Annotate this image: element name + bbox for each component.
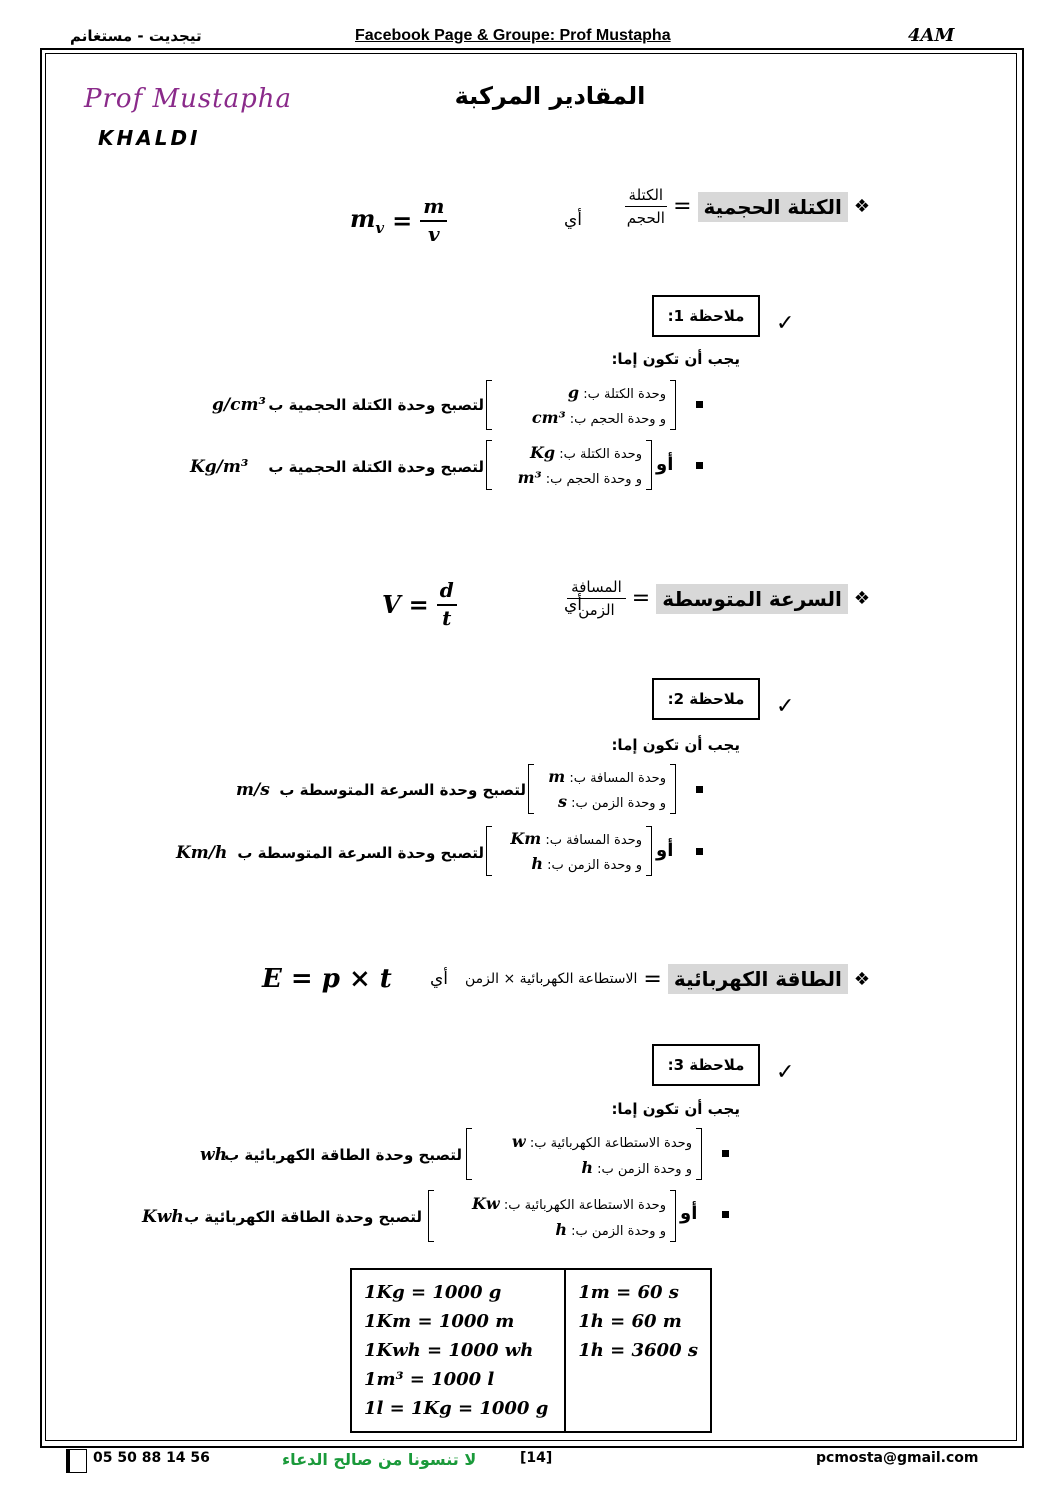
formula-num: d: [437, 578, 457, 606]
or-label: أو: [656, 454, 674, 475]
unit-label: و وحدة الزمن ب:: [597, 1161, 692, 1177]
unit-label: وحدة الكتلة ب:: [559, 447, 642, 462]
ay-label: أي: [430, 969, 449, 989]
conversion-line: 1h = 3600 s: [578, 1340, 698, 1361]
check-icon: ✓: [776, 694, 795, 719]
note-box: ملاحظة 2:: [652, 678, 760, 720]
formula-lhs: m: [350, 203, 376, 233]
result-unit: Kg/m³: [190, 457, 249, 477]
result-unit: m/s: [236, 780, 270, 800]
energy-formula: E = p × t: [262, 964, 392, 994]
fraction-denominator: الحجم: [626, 209, 665, 227]
formula-sub: v: [375, 218, 385, 237]
logo-name: Prof Mustapha: [84, 84, 293, 114]
unit-option: [528, 764, 676, 814]
must-be-label: يجب أن تكون إما:: [611, 736, 740, 754]
header-facebook: Facebook Page & Groupe: Prof Mustapha: [355, 27, 671, 44]
formula-den: v: [428, 222, 440, 246]
formula-num: m: [420, 194, 447, 222]
unit-value: g: [567, 383, 580, 402]
phone-icon: [66, 1449, 87, 1473]
conversion-line: 1h = 60 m: [578, 1311, 682, 1332]
result-text: لتصبح وحدة الكتلة الحجمية ب: [268, 458, 484, 476]
unit-value: h: [581, 1157, 593, 1177]
conversion-line: 1m = 60 s: [578, 1282, 679, 1303]
section-speed-heading: [567, 578, 870, 619]
unit-option: [486, 826, 652, 876]
energy-expression: الاستطاعة الكهربائية × الزمن: [464, 971, 638, 987]
fraction-denominator: الزمن: [578, 601, 615, 619]
unit-option: [466, 1128, 702, 1180]
unit-label: وحدة المسافة ب:: [569, 771, 666, 786]
unit-value: s: [557, 792, 567, 811]
section-name: الكتلة الحجمية: [698, 192, 848, 222]
conversion-line: 1Kg = 1000 g: [364, 1282, 502, 1303]
result-text: لتصبح وحدة الكتلة الحجمية ب: [268, 396, 484, 414]
conversion-line: 1Kwh = 1000 wh: [364, 1340, 534, 1361]
unit-value: m: [548, 767, 566, 786]
unit-label: و وحدة الزمن ب:: [571, 796, 666, 811]
unit-option: [486, 440, 652, 490]
equals-sign: =: [673, 194, 692, 219]
unit-value: w: [511, 1131, 526, 1151]
page-title: المقادير المركبة: [454, 82, 646, 110]
footer-email: pcmosta@gmail.com: [816, 1450, 979, 1466]
page-number: [14]: [520, 1450, 553, 1466]
ay-label: أي: [564, 595, 583, 615]
conversion-line: 1Km = 1000 m: [364, 1311, 515, 1332]
result-text: لتصبح وحدة الطاقة الكهربائية ب: [184, 1208, 422, 1226]
square-bullet-icon: [722, 1150, 729, 1157]
result-unit: Kwh: [142, 1207, 184, 1227]
speed-formula: V = $\frac{d}{t}$: [382, 578, 457, 630]
unit-label: وحدة الاستطاعة الكهربائية ب:: [529, 1135, 692, 1151]
unit-option: [428, 1190, 676, 1242]
word-fraction: [625, 186, 668, 227]
unit-value: Kw: [472, 1193, 500, 1213]
result-unit: wh: [200, 1145, 227, 1165]
note-box: ملاحظة 1:: [652, 295, 760, 337]
square-bullet-icon: [696, 786, 703, 793]
unit-value: Kg: [529, 443, 556, 462]
conversion-line: 1m³ = 1000 l: [364, 1369, 495, 1390]
result-unit: g/cm³: [212, 395, 266, 415]
unit-label: وحدة الكتلة ب:: [583, 387, 666, 402]
unit-label: و وحدة الحجم ب:: [545, 472, 642, 487]
section-name: الطاقة الكهربائية: [668, 964, 848, 994]
footer-dua: لا تنسونا من صالح الدعاء: [282, 1450, 477, 1469]
logo-surname: KHALDI: [98, 126, 201, 150]
or-label: أو: [680, 1203, 698, 1224]
result-text: لتصبح وحدة السرعة المتوسطة ب: [237, 844, 484, 862]
section-energy-heading: [465, 964, 870, 994]
fraction-numerator: الكتلة: [625, 186, 668, 207]
unit-label: وحدة المسافة ب:: [545, 833, 642, 848]
result-unit: Km/h: [176, 843, 228, 863]
unit-label: و وحدة الحجم ب:: [569, 412, 666, 427]
result-text: لتصبح وحدة السرعة المتوسطة ب: [279, 781, 526, 799]
section-density-heading: [625, 186, 870, 227]
unit-value: h: [531, 854, 543, 873]
ay-label: أي: [564, 210, 583, 230]
check-icon: ✓: [776, 311, 795, 336]
or-label: أو: [656, 840, 674, 861]
unit-value: h: [555, 1219, 567, 1239]
section-name: السرعة المتوسطة: [656, 584, 848, 614]
note-box: ملاحظة 3:: [652, 1044, 760, 1086]
diamond-bullet-icon: ❖: [853, 196, 870, 217]
unit-label: وحدة الاستطاعة الكهربائية ب:: [503, 1197, 666, 1213]
unit-option: [486, 380, 676, 430]
diamond-bullet-icon: ❖: [853, 968, 870, 990]
conversion-table: [350, 1268, 712, 1433]
conversion-column-mass-length: [351, 1269, 565, 1432]
square-bullet-icon: [696, 848, 703, 855]
fraction-numerator: المسافة: [567, 578, 626, 599]
must-be-label: يجب أن تكون إما:: [611, 1100, 740, 1118]
conversion-column-time: [565, 1269, 711, 1432]
check-icon: ✓: [776, 1060, 795, 1085]
must-be-label: يجب أن تكون إما:: [611, 350, 740, 368]
formula-lhs: V: [382, 589, 401, 619]
unit-value: Km: [510, 829, 542, 848]
formula-den: t: [442, 606, 452, 630]
conversion-line: 1l = 1Kg = 1000 g: [364, 1398, 549, 1419]
unit-value: cm³: [531, 408, 566, 427]
header-level: 4AM: [908, 25, 955, 46]
header-location: تيجديت - مستغانم: [70, 27, 202, 45]
square-bullet-icon: [696, 401, 703, 408]
unit-value: m³: [517, 468, 542, 487]
result-text: لتصبح وحدة الطاقة الكهربائية ب: [224, 1146, 462, 1164]
density-formula: $m_v$ = $\frac{m}{v}$: [350, 194, 447, 246]
diamond-bullet-icon: ❖: [853, 588, 870, 609]
square-bullet-icon: [722, 1211, 729, 1218]
equals-sign: =: [631, 586, 651, 611]
square-bullet-icon: [696, 462, 703, 469]
unit-label: و وحدة الزمن ب:: [547, 858, 642, 873]
footer-phone: 05 50 88 14 56: [93, 1450, 210, 1466]
unit-label: و وحدة الزمن ب:: [571, 1223, 666, 1239]
equals-sign: =: [643, 966, 662, 992]
